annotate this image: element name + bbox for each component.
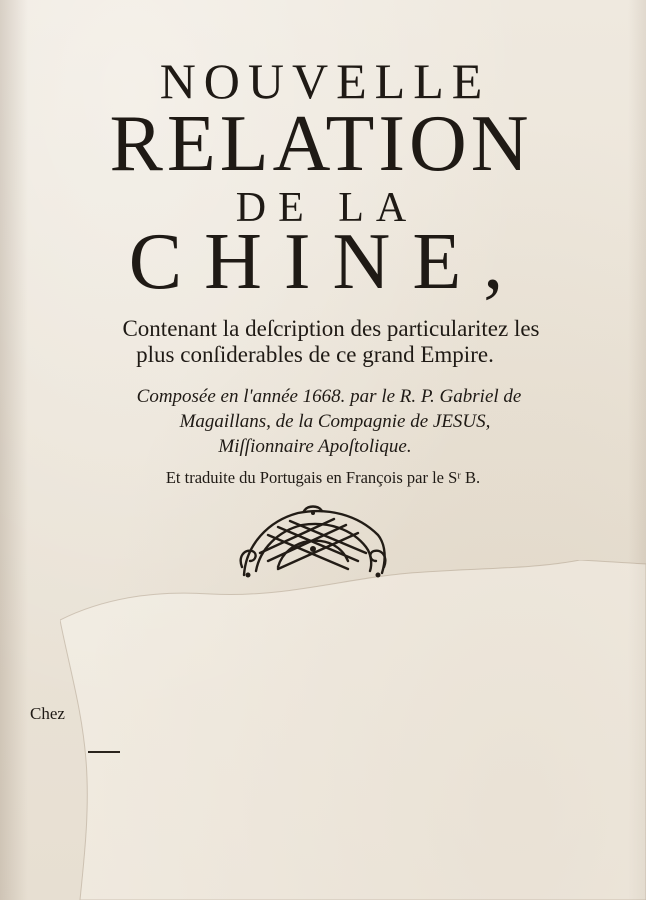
author-line-2: Magaillans, de la Compagnie de JESUS, xyxy=(179,411,491,432)
title-relation: RELATION xyxy=(109,100,533,188)
subtitle-line-2: plus conſiderables de ce grand Empire. xyxy=(136,342,494,367)
paper-repair-patch xyxy=(60,560,646,900)
publisher-prefix: Chez xyxy=(30,704,65,723)
title-nouvelle: NOUVELLE xyxy=(159,53,491,109)
subtitle-line-1: Contenant la deſcription des particularitez les xyxy=(122,316,540,341)
title-de-la: DE LA xyxy=(235,185,419,231)
translation-line: Et traduite du Portugais en François par le Sʳ B. xyxy=(165,468,481,487)
publisher-dash xyxy=(88,751,120,753)
title-chine: CHINE, xyxy=(128,218,526,306)
author-line-1: Composée en l'année 1668. par le R. P. Gabriel de xyxy=(136,386,522,407)
printers-ornament-icon xyxy=(238,505,388,580)
author-line-3: Miſſionnaire Apoſtolique. xyxy=(218,436,412,457)
